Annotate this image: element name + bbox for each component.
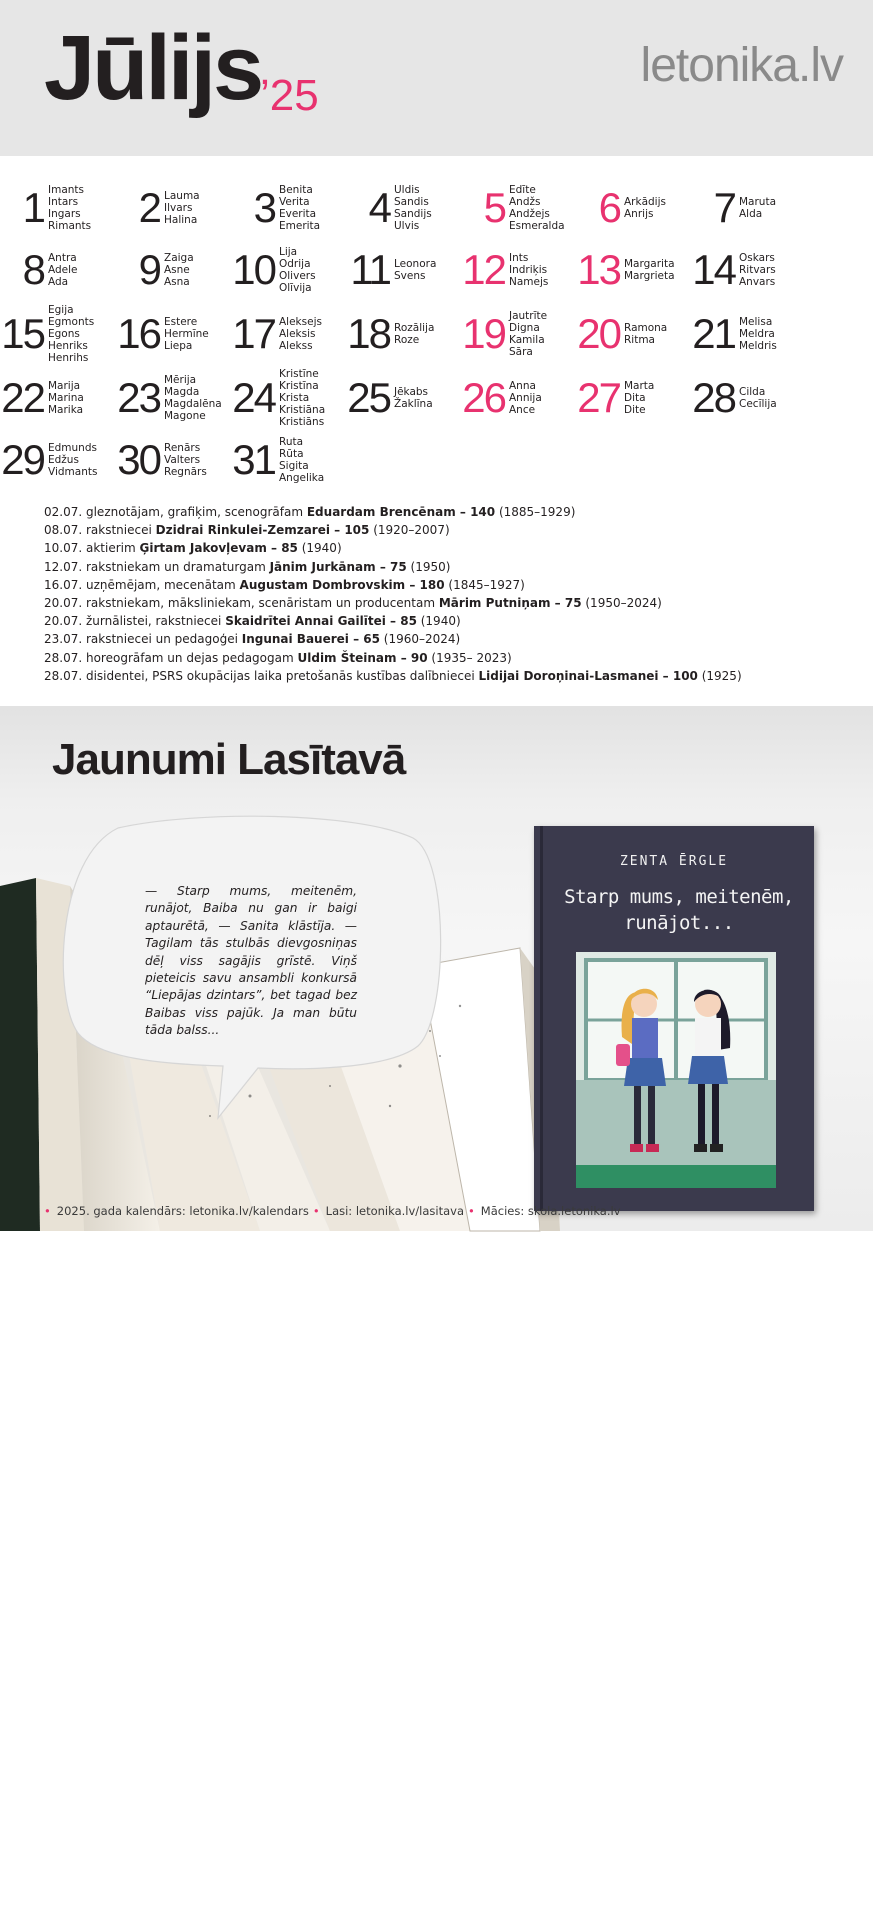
name-day: Maruta <box>739 196 777 208</box>
anniversary-pre: 10.07. aktierim <box>44 541 140 556</box>
day-number: 8 <box>22 246 44 293</box>
calendar-day-4 <box>348 180 460 236</box>
name-days <box>509 370 542 426</box>
name-day: Rūta <box>279 448 304 460</box>
anniversary-age: – 140 <box>455 505 496 519</box>
name-day: Anna <box>509 380 536 392</box>
name-day: Ilvars <box>164 202 193 214</box>
name-days <box>164 180 200 236</box>
name-day: Edžus <box>48 454 79 466</box>
anniversary-pre: 28.07. horeogrāfam un dejas pedagogam <box>44 650 298 665</box>
name-day: Ance <box>509 404 536 416</box>
anniversary-name: Skaidrītei Annai Gailītei <box>225 614 386 629</box>
day-number: 18 <box>347 310 390 357</box>
anniversary-years: (1920–2007) <box>369 523 450 538</box>
name-day: Everita <box>279 208 317 220</box>
name-days <box>164 370 222 426</box>
name-day: Asne <box>164 264 190 276</box>
name-days <box>164 306 209 362</box>
anniversary-item <box>44 612 844 630</box>
name-day: Anvars <box>739 276 776 288</box>
book-author: ZENTA ĒRGLE <box>619 854 729 869</box>
anniversary-years: (1950–2024) <box>581 596 662 611</box>
anniversary-age: – 180 <box>405 577 445 592</box>
anniversary-pre: 20.07. žurnālistei, rakstniecei <box>44 614 226 629</box>
anniversary-item <box>44 521 844 539</box>
footer-link[interactable]: Lasi: letonika.lv/lasitava <box>325 1204 464 1218</box>
day-number: 16 <box>117 310 160 357</box>
day-number: 10 <box>232 246 275 293</box>
anniversary-years: (1885–1929) <box>495 505 576 519</box>
name-day: Uldis <box>394 184 420 196</box>
day-number: 17 <box>232 310 275 357</box>
name-day: Henrihs <box>48 352 89 364</box>
name-day: Henriks <box>48 340 88 352</box>
name-day: Magone <box>164 410 206 422</box>
name-day: Lauma <box>164 190 200 202</box>
calendar-day-11 <box>348 242 460 298</box>
name-day: Ritvars <box>739 264 776 276</box>
anniversary-name: Ģirtam Jakovļevam <box>139 541 267 556</box>
name-day: Alekss <box>279 340 313 352</box>
name-day: Intars <box>48 196 79 208</box>
anniversary-item <box>44 667 844 685</box>
name-days <box>279 242 316 298</box>
name-day: Krista <box>279 392 310 404</box>
name-days <box>48 306 94 362</box>
name-day: Indriķis <box>509 264 548 276</box>
name-day: Andžs <box>509 196 541 208</box>
name-day: Anrijs <box>624 208 654 220</box>
name-day: Oskars <box>739 252 775 264</box>
name-day: Meldra <box>739 328 775 340</box>
day-number: 24 <box>232 374 275 421</box>
name-days <box>509 180 565 236</box>
name-day: Rozālija <box>394 322 435 334</box>
anniversary-years: (1950) <box>406 559 451 574</box>
calendar-day-23 <box>118 370 230 426</box>
anniversary-years: (1960–2024) <box>379 632 461 647</box>
calendar-day-5 <box>463 180 575 236</box>
day-number: 4 <box>368 184 390 231</box>
name-day: Magda <box>164 386 200 398</box>
name-day: Mērija <box>164 374 197 386</box>
anniversary-pre: 08.07. rakstniecei <box>44 523 156 538</box>
anniversary-age: – 100 <box>658 668 698 683</box>
calendar-day-6 <box>578 180 690 236</box>
anniversary-pre: 16.07. uzņēmējam, mecenātam <box>44 577 240 592</box>
name-day: Svens <box>394 270 426 282</box>
anniversary-item <box>44 649 844 667</box>
day-number: 22 <box>1 374 44 421</box>
name-days <box>48 432 97 488</box>
name-day: Regnārs <box>164 466 207 478</box>
calendar-day-17 <box>233 306 345 362</box>
calendar-day-21 <box>693 306 805 362</box>
calendar-day-1 <box>2 180 114 236</box>
name-day: Ruta <box>279 436 304 448</box>
day-number: 26 <box>462 374 505 421</box>
name-day: Sandijs <box>394 208 432 220</box>
name-day: Annija <box>509 392 542 404</box>
calendar-day-13 <box>578 242 690 298</box>
name-day: Alda <box>739 208 763 220</box>
bullet-icon: • <box>468 1204 475 1218</box>
name-day: Halina <box>164 214 198 226</box>
name-day: Rimants <box>48 220 92 232</box>
day-number: 31 <box>232 436 275 483</box>
watermark-logo: Le <box>30 1902 59 1929</box>
anniversary-age: – 105 <box>329 523 370 538</box>
name-day: Liepa <box>164 340 193 352</box>
header-band <box>0 0 873 156</box>
name-day: Melisa <box>739 316 773 328</box>
brand-logo[interactable]: letonika.lv <box>640 39 843 92</box>
name-day: Dite <box>624 404 646 416</box>
name-day: Egmonts <box>48 316 95 328</box>
anniversary-age: – 65 <box>348 632 380 647</box>
name-days <box>394 242 436 298</box>
calendar-day-31 <box>233 432 345 488</box>
calendar-day-15 <box>2 306 114 362</box>
anniversary-years: (1845–1927) <box>444 577 525 592</box>
reading-section <box>0 706 873 1929</box>
name-day: Ints <box>509 252 529 264</box>
name-day: Ingars <box>48 208 81 220</box>
day-number: 2 <box>138 184 160 231</box>
book-title: Starp mums, meitenēm, runājot... <box>564 886 794 934</box>
anniversary-name: Eduardam Brencēnam <box>306 505 456 519</box>
name-day: Namejs <box>509 276 549 288</box>
name-day: Žaklīna <box>394 398 433 410</box>
name-days <box>394 306 434 362</box>
footer-link[interactable]: Mācies: skola.letonika.lv <box>480 1204 621 1218</box>
name-day: Aleksis <box>279 328 316 340</box>
name-days <box>394 180 432 236</box>
name-day: Jēkabs <box>394 386 429 398</box>
anniversary-pre: 23.07. rakstniecei un pedagoģei <box>44 632 242 647</box>
name-day: Ulvis <box>394 220 420 232</box>
name-day: Cilda <box>739 386 766 398</box>
name-day: Emerita <box>279 220 321 232</box>
anniversary-pre: 12.07. rakstniekam un dramaturgam <box>44 559 270 574</box>
name-day: Marta <box>624 380 655 392</box>
anniversary-age: – 85 <box>266 541 298 556</box>
calendar-day-22 <box>2 370 114 426</box>
name-day: Antra <box>48 252 77 264</box>
name-day: Egons <box>48 328 80 340</box>
anniversary-name: Ingunai Bauerei <box>241 632 349 647</box>
day-number: 14 <box>692 246 735 293</box>
day-number: 5 <box>483 184 505 231</box>
calendar-day-8 <box>2 242 114 298</box>
book-illustration <box>576 952 776 1188</box>
name-day: Olivers <box>279 270 316 282</box>
name-day: Odrija <box>279 258 311 270</box>
calendar-day-27 <box>578 370 690 426</box>
footer-link[interactable]: 2025. gada kalendārs: letonika.lv/kalendars <box>56 1204 309 1218</box>
name-day: Meldris <box>739 340 777 352</box>
name-days <box>164 242 194 298</box>
calendar-day-14 <box>693 242 805 298</box>
name-days <box>279 432 324 488</box>
day-number: 15 <box>1 310 44 357</box>
calendar-day-20 <box>578 306 690 362</box>
name-day: Estere <box>164 316 198 328</box>
calendar-day-19 <box>463 306 575 362</box>
day-number: 21 <box>692 310 735 357</box>
name-day: Olīvija <box>279 282 312 294</box>
name-day: Lija <box>279 246 298 258</box>
name-days <box>624 180 666 236</box>
name-days <box>739 180 776 236</box>
day-number: 30 <box>117 436 160 483</box>
name-day: Jautrīte <box>509 310 548 322</box>
name-day: Edīte <box>509 184 536 196</box>
day-number: 20 <box>577 310 620 357</box>
anniversary-name: Mārim Putniņam <box>438 596 551 611</box>
day-number: 12 <box>462 246 505 293</box>
name-day: Sandis <box>394 196 429 208</box>
calendar-day-29 <box>2 432 114 488</box>
day-number: 27 <box>577 374 620 421</box>
book-cover[interactable] <box>534 826 814 1211</box>
anniversary-years: (1935– 2023) <box>427 650 512 665</box>
name-day: Andžejs <box>509 208 550 220</box>
name-days <box>164 432 207 488</box>
calendar-day-30 <box>118 432 230 488</box>
name-day: Egija <box>48 304 74 316</box>
year-label: ’25 <box>260 71 319 120</box>
news-title: Jaunumi Lasītavā <box>52 735 406 784</box>
name-day: Arkādijs <box>624 196 666 208</box>
anniversary-age: – 85 <box>385 614 417 629</box>
name-days <box>739 242 776 298</box>
name-day: Aleksejs <box>279 316 322 328</box>
anniversary-years: (1925) <box>697 668 742 683</box>
name-day: Zaiga <box>164 252 194 264</box>
name-days <box>739 370 777 426</box>
calendar-day-7 <box>693 180 805 236</box>
name-days <box>48 180 91 236</box>
anniversary-age: – 75 <box>375 559 407 574</box>
name-days <box>48 242 78 298</box>
calendar-day-28 <box>693 370 805 426</box>
name-day: Kristiāns <box>279 416 325 428</box>
name-day: Sāra <box>509 346 533 358</box>
name-day: Marika <box>48 404 84 416</box>
name-days <box>279 370 325 426</box>
name-days <box>48 370 84 426</box>
name-day: Marina <box>48 392 84 404</box>
name-day: Asna <box>164 276 190 288</box>
name-day: Kristīne <box>279 368 319 380</box>
day-number: 11 <box>350 246 390 293</box>
day-number: 9 <box>138 246 160 293</box>
name-days <box>279 180 320 236</box>
name-day: Marija <box>48 380 81 392</box>
calendar-day-2 <box>118 180 230 236</box>
bullet-icon: • <box>44 1204 51 1218</box>
book-quote: — Starp mums, meitenēm, runājot, Baiba nu gan ir baigi aptaurētā, — Sanita klāstīja. — Tagilam tās stulbās dievgosniņas dēļ viss sagājis grīstē. Viņš pieteicis savu ansambli konkursā “Liepājas dzintars”, bet tagad bez Baibas viss pajūk. Ja man būtu tāda balss... <box>145 884 357 1038</box>
anniversary-item <box>44 576 844 594</box>
anniversary-item <box>44 594 844 612</box>
day-number: 6 <box>598 184 620 231</box>
name-days <box>509 306 547 362</box>
bullet-icon: • <box>312 1204 320 1218</box>
name-day: Hermīne <box>164 328 209 340</box>
name-day: Ada <box>48 276 69 288</box>
day-number: 1 <box>22 184 44 231</box>
name-day: Vidmants <box>48 466 98 478</box>
name-day: Benita <box>279 184 313 196</box>
anniversary-age: – 90 <box>396 650 428 665</box>
name-day: Esmeralda <box>509 220 565 232</box>
anniversaries-list <box>44 503 844 685</box>
name-day: Adele <box>48 264 78 276</box>
calendar-day-3 <box>233 180 345 236</box>
anniversary-item <box>44 558 844 576</box>
anniversary-name: Jānim Jurkānam <box>269 559 376 574</box>
name-day: Magdalēna <box>164 398 222 410</box>
anniversary-pre: 28.07. disidentei, PSRS okupācijas laika pretošanās kustības dalībniecei <box>44 668 479 683</box>
name-day: Cecīlija <box>739 398 777 410</box>
day-number: 3 <box>253 184 275 231</box>
anniversary-item <box>44 503 844 521</box>
name-day: Kristīna <box>279 380 319 392</box>
day-number: 13 <box>577 246 620 293</box>
day-number: 7 <box>713 184 735 231</box>
name-day: Margrieta <box>624 270 675 282</box>
calendar-grid <box>0 180 873 490</box>
name-days <box>279 306 322 362</box>
name-day: Ritma <box>624 334 655 346</box>
anniversary-name: Uldim Šteinam <box>297 650 397 665</box>
anniversary-years: (1940) <box>297 541 342 556</box>
anniversary-item <box>44 630 844 648</box>
book-spine <box>540 826 543 1211</box>
name-day: Dita <box>624 392 646 404</box>
name-day: Verita <box>279 196 310 208</box>
day-number: 29 <box>1 436 44 483</box>
name-day: Ramona <box>624 322 668 334</box>
name-day: Margarita <box>624 258 675 270</box>
name-days <box>509 242 548 298</box>
anniversary-age: – 75 <box>550 596 582 611</box>
footer-links <box>40 1204 621 1218</box>
day-number: 19 <box>462 310 505 357</box>
day-number: 25 <box>347 374 390 421</box>
anniversary-name: Dzidrai Rinkulei-Zemzarei <box>155 523 330 538</box>
name-day: Kamila <box>509 334 545 346</box>
anniversary-pre: 20.07. rakstniekam, māksliniekam, scenāristam un producentam <box>44 596 439 611</box>
name-day: Edmunds <box>48 442 97 454</box>
name-days <box>624 370 654 426</box>
name-day: Sigita <box>279 460 309 472</box>
name-days <box>624 242 675 298</box>
calendar-day-9 <box>118 242 230 298</box>
name-day: Leonora <box>394 258 437 270</box>
name-days <box>394 370 433 426</box>
calendar-day-16 <box>118 306 230 362</box>
name-day: Digna <box>509 322 540 334</box>
anniversary-item <box>44 539 844 557</box>
calendar-day-18 <box>348 306 460 362</box>
name-day: Angelika <box>279 472 325 484</box>
day-number: 28 <box>692 374 735 421</box>
calendar-day-12 <box>463 242 575 298</box>
name-day: Renārs <box>164 442 201 454</box>
anniversary-name: Augustam Dombrovskim <box>239 577 406 592</box>
name-day: Roze <box>394 334 420 346</box>
day-number: 23 <box>117 374 160 421</box>
name-day: Kristiāna <box>279 404 326 416</box>
name-days <box>624 306 667 362</box>
name-day: Valters <box>164 454 201 466</box>
name-days <box>739 306 777 362</box>
calendar-day-25 <box>348 370 460 426</box>
anniversary-pre: 02.07. gleznotājam, grafiķim, scenogrāfam <box>44 505 307 519</box>
anniversary-years: (1940) <box>416 614 461 629</box>
calendar-day-10 <box>233 242 345 298</box>
month-title: Jūlijs <box>44 17 262 119</box>
calendar-day-26 <box>463 370 575 426</box>
calendar-day-24 <box>233 370 345 426</box>
anniversary-name: Lidijai Doroņinai-Lasmanei <box>478 668 659 683</box>
name-day: Imants <box>48 184 85 196</box>
